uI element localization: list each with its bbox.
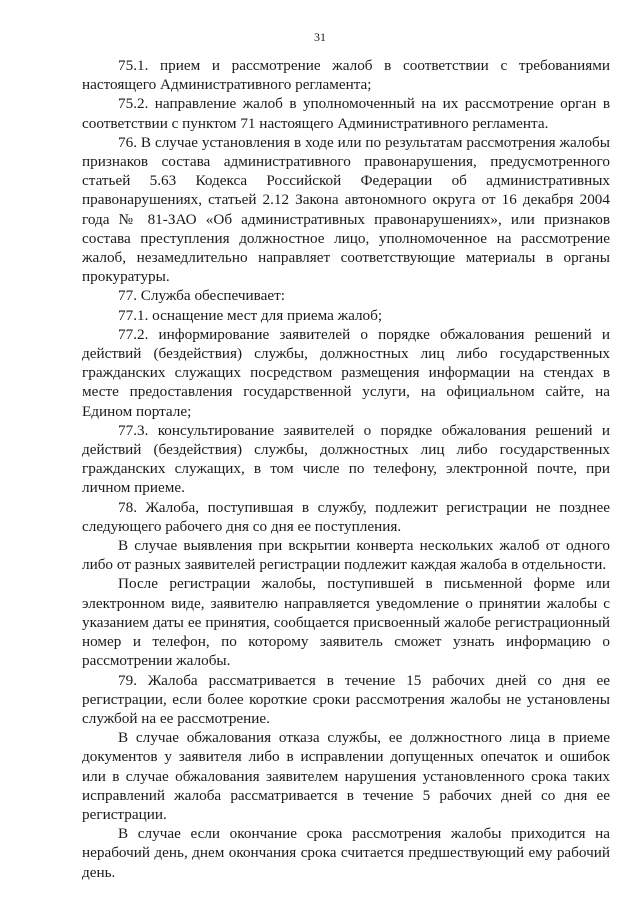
document-body [82,56,610,882]
paragraph-79-refusal: В случае обжалования отказа службы, ее должностного лица в приеме документов у заявителя либо в исправлении допущенных опечаток и ошибок или в случае обжалования заявителем нарушения установленного срока таких исправлений жалоба рассматривается в течение 5 рабочих дней со дня ее регистрации. [82,729,610,823]
paragraph-78-notification: После регистрации жалобы, поступившей в письменной форме или электронном виде, заявителю направляется уведомление о принятии жалобы с указанием даты ее принятия, сообщается присвоенный жалобе регистрационный номер и телефон, по которому заявитель сможет узнать информацию о рассмотрении жалобы. [82,575,610,670]
paragraph-75-2: 75.2. направление жалоб в уполномоченный на их рассмотрение орган в соответствии с пунктом 71 настоящего Административного регламента. [82,95,610,132]
paragraph-79-nonworking-day: В случае если окончание срока рассмотрения жалобы приходится на нерабочий день, днем окончания срока считается предшествующий ему рабочий день. [82,825,610,881]
paragraph-79: 79. Жалоба рассматривается в течение 15 рабочих дней со дня ее регистрации, если более короткие сроки рассмотрения жалобы не установлены службой на ее рассмотрение. [82,671,610,727]
paragraph-78-envelope: В случае выявления при вскрытии конверта нескольких жалоб от одного либо от разных заявителей регистрации подлежит каждая жалоба в отдельности. [82,537,610,574]
paragraph-77-3: 77.3. консультирование заявителей о порядке обжалования решений и действий (бездействия) службы, должностных лиц либо государственных гражданских служащих, в том числе по телефону, электронной почте, при личном приеме. [82,421,610,497]
paragraph-75-1: 75.1. прием и рассмотрение жалоб в соответствии с требованиями настоящего Административного регламента; [82,57,610,94]
paragraph-76: 76. В случае установления в ходе или по результатам рассмотрения жалобы признаков состава административного правонарушения, предусмотренного статьей 5.63 Кодекса Российской Федерации об административных правонарушениях, статьей 2.12 Закона автономного округа от 16 декабря 2004 года № 81-ЗАО «Об административных правонарушениях», или признаков состава преступления должностное лицо, уполномоченное на рассмотрение жалоб, незамедлительно направляет соответствующие материалы в органы прокуратуры. [82,133,610,286]
paragraph-78: 78. Жалоба, поступившая в службу, подлежит регистрации не позднее следующего рабочего дня со дня ее поступления. [82,498,610,535]
paragraph-77-1: 77.1. оснащение мест для приема жалоб; [118,306,383,324]
paragraph-77: 77. Служба обеспечивает: [118,287,285,305]
paragraph-77-2: 77.2. информирование заявителей о порядке обжалования решений и действий (бездействия) службы, должностных лиц либо государственных гражданских служащих посредством размещения информации на стендах в месте предоставления государственной услуги, на официальном сайте, на Едином портале; [82,325,610,420]
page-number: 31 [314,30,326,44]
